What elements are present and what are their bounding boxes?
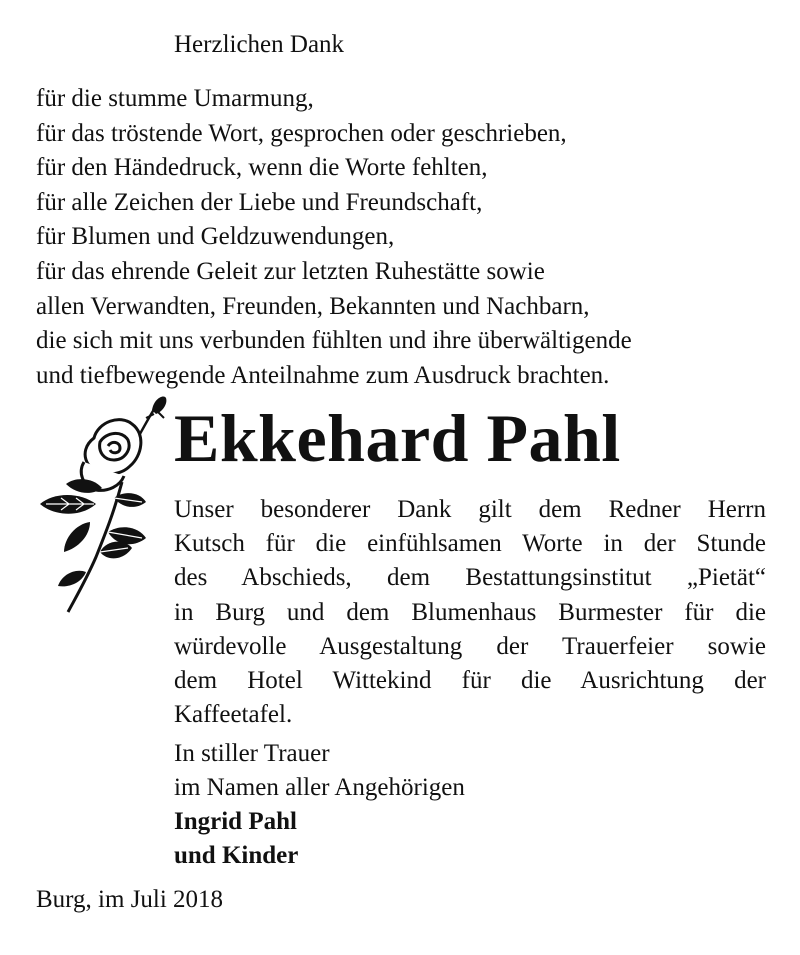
intro-line: für den Händedruck, wenn die Worte fehlten, [36,154,488,182]
intro-line: für die stumme Umarmung, [36,85,314,112]
intro-line: die sich mit uns verbunden fühlten und ihre überwältigende [36,327,632,355]
rose-icon [24,392,172,617]
intro-text [36,82,632,393]
special-thanks-text [174,493,766,732]
heading: Herzlichen Dank [174,31,345,58]
intro-line: für alle Zeichen der Liebe und Freundschaft, [36,188,483,216]
intro-line: und tiefbewegende Anteilnahme zum Ausdruck brachten. [36,361,610,389]
thanks-line: Kaffeetafel. [174,701,293,729]
signature-block [174,737,465,873]
on-behalf-line: im Namen aller Angehörigen [174,774,465,801]
intro-line: für Blumen und Geldzuwendungen, [36,223,395,251]
deceased-name: Ekkehard Pahl [174,400,621,476]
mourning-line: In stiller Trauer [174,740,330,767]
thanks-line: des Abschieds, dem Bestattungsinstitut „Pietät“ [174,564,766,592]
thanks-line: dem Hotel Wittekind für die Ausrichtung der [174,666,766,694]
place-date: Burg, im Juli 2018 [36,886,224,913]
thanks-line: in Burg und dem Blumenhaus Burmester für die [174,598,766,626]
thanks-line: würdevolle Ausgestaltung der Trauerfeier sowie [174,632,766,660]
intro-line: allen Verwandten, Freunden, Bekannten und Nachbarn, [36,292,590,320]
signer-family: und Kinder [174,842,299,869]
thanks-line: Unser besonderer Dank gilt dem Redner Herrn [174,496,766,523]
thanks-line: Kutsch für die einfühlsamen Worte in der Stunde [174,530,766,558]
intro-line: für das ehrende Geleit zur letzten Ruhestätte sowie [36,257,545,285]
intro-line: für das tröstende Wort, gesprochen oder geschrieben, [36,119,567,147]
signer-name: Ingrid Pahl [174,808,297,835]
